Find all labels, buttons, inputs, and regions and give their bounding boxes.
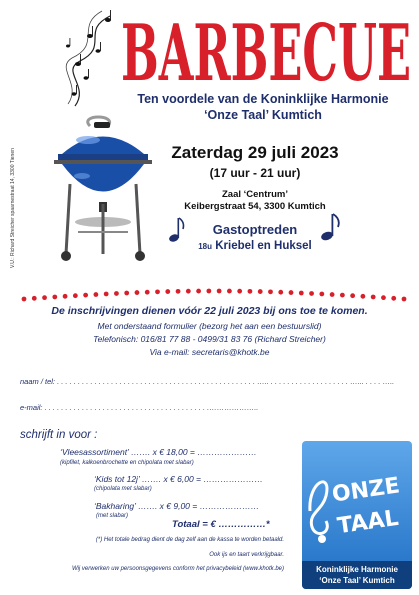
separator-dot	[196, 289, 201, 294]
separator-dot	[124, 291, 129, 296]
guest-performance-detail	[170, 240, 340, 252]
separator-dot	[217, 289, 222, 294]
separator-dot	[186, 289, 191, 294]
subtitle-line-1: Ten voordele van de Koninklijke Harmonie	[137, 92, 389, 106]
order-heading: schrijft in voor :	[20, 429, 98, 441]
separator-dot	[391, 296, 396, 301]
separator-dot	[402, 297, 407, 302]
venue-name: Zaal ‘Centrum’	[222, 189, 288, 200]
separator-dot	[371, 295, 376, 300]
payment-note: (*) Het totale bedrag dient de dag zelf aan de kassa te worden betaald.	[95, 537, 284, 543]
music-notes-swirl	[40, 6, 120, 126]
name-phone-field[interactable]: naam / tel: . . . . . . . . . . . . . . . . . . . . . . . . . . . . . . . . . . . . . . . . . . . . . . . . ….. . . . . . . . . . . . . . . . . . . . …... . . . . …..	[20, 377, 395, 386]
separator-dot	[93, 292, 98, 297]
order-item-kids[interactable]: ‘Kids tot 12j’ ……. x € 6,00 = …………………	[94, 474, 263, 484]
separator-dot	[165, 289, 170, 294]
privacy-note: Wij verwerken uw persoonsgegevens conform het privacybeleid (www.khotk.be)	[71, 566, 284, 572]
publisher-note	[4, 140, 18, 270]
order-item-detail: (kipfilet, kalkoenbrochette en chipolata met slabar)	[60, 460, 194, 466]
separator-dot	[340, 293, 345, 298]
order-total[interactable]: Totaal = € ……………*	[172, 519, 270, 530]
separator-dot	[176, 289, 181, 294]
registration-deadline: De inschrijvingen dienen vóór 22 juli 2023 bij ons toe te komen.	[51, 305, 368, 317]
separator-dot	[319, 292, 324, 297]
email-field[interactable]: e-mail: . . . . . . . . . . . . . . . . . . . . . . . . . . . . . . . . . . . . . . . .………………..	[20, 403, 259, 412]
separator-dot	[227, 289, 232, 294]
separator-dot	[114, 291, 119, 296]
separator-dot	[42, 295, 47, 300]
event-date: Zaterdag 29 juli 2023	[171, 143, 339, 162]
separator-dot	[258, 289, 263, 294]
separator-dot	[330, 292, 335, 297]
registration-email-info: Via e-mail: secretaris@khotk.be	[149, 347, 270, 357]
separator-dot	[155, 289, 160, 294]
separator-dot	[268, 289, 273, 294]
separator-dot	[135, 290, 140, 295]
registration-phone-info: Telefonisch: 016/81 77 88 - 0499/31 83 76 (Richard Streicher)	[93, 334, 326, 344]
separator-dot	[73, 293, 78, 298]
separator-dot	[104, 292, 109, 297]
logo-caption-line-2: ‘Onze Taal’ Kumtich	[319, 576, 395, 585]
separator-dot	[22, 297, 27, 302]
dotted-separator	[20, 285, 408, 305]
separator-dot	[248, 289, 253, 294]
separator-dot	[206, 289, 211, 294]
separator-dot	[145, 290, 150, 295]
separator-dot	[289, 290, 294, 295]
venue-address: Keibergstraat 54, 3300 Kumtich	[184, 201, 326, 212]
page-title-text: BARBECUE	[121, 8, 411, 90]
page-title	[118, 8, 414, 90]
subtitle-line-2: ‘Onze Taal’ Kumtich	[204, 108, 322, 122]
separator-dot	[83, 293, 88, 298]
logo-caption-line-1: Koninklijke Harmonie	[316, 565, 398, 574]
registration-form-info: Met onderstaand formulier (bezorg het aan een bestuurslid)	[97, 321, 322, 331]
separator-dot	[381, 295, 386, 300]
separator-dot	[32, 296, 37, 301]
publisher-note-text: V.U.: Richard Streicher spaarnestraat 14, 3300 Tienen	[10, 148, 16, 268]
separator-dot	[52, 295, 57, 300]
separator-dot	[278, 290, 283, 295]
separator-dot	[309, 291, 314, 296]
event-hours: (17 uur - 21 uur)	[209, 166, 301, 180]
order-item-herring[interactable]: ‘Bakharing’ ……. x € 9,00 = …………………	[94, 501, 260, 511]
guest-name: Kriebel en Huksel	[215, 240, 312, 252]
separator-dot	[361, 294, 366, 299]
separator-dot	[350, 293, 355, 298]
logo-word-2: TAAL	[335, 505, 401, 540]
separator-dot	[63, 294, 68, 299]
guest-time: 18u	[198, 242, 213, 251]
separator-dot	[237, 289, 242, 294]
order-item-detail: (met slabar)	[96, 513, 129, 519]
guest-performance-title: Gastoptreden	[212, 222, 298, 237]
logo-word-1: ONZE	[330, 473, 402, 508]
order-item-meat-assortment[interactable]: ‘Vleesassortiment’ ……. x € 18,00 = …………………	[60, 447, 257, 457]
order-item-detail: (chipolata met slabar)	[94, 486, 152, 492]
desserts-note: Ook ijs en taart verkrijgbaar.	[209, 552, 284, 558]
separator-dot	[299, 291, 304, 296]
